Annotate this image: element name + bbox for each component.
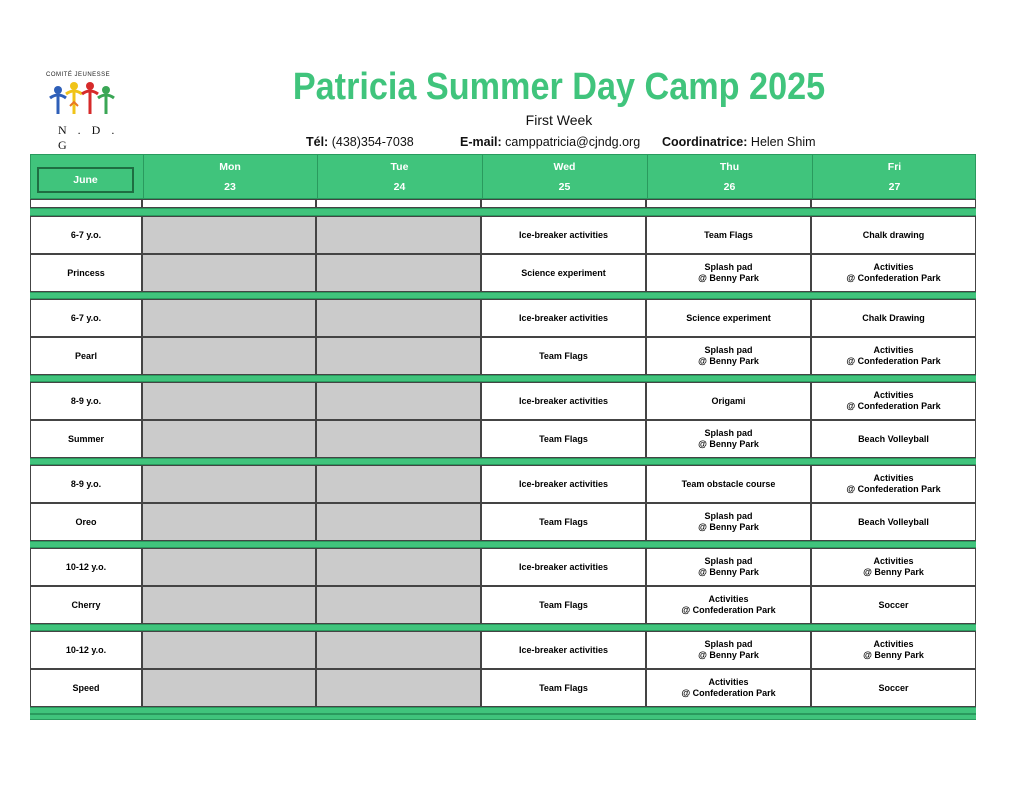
activity-cell-tue (316, 503, 481, 541)
activity-cell-thu-text: Activities @ Confederation Park (681, 677, 776, 698)
activity-cell-wed-text: Ice-breaker activities (518, 395, 609, 406)
activity-cell-thu (646, 548, 811, 586)
age-group-label-text: 6-7 y.o. (70, 229, 102, 240)
header-divider (647, 155, 648, 200)
activity-cell-fri (811, 548, 976, 586)
day-date-thu: 26 (723, 181, 736, 193)
activity-cell-tue (316, 669, 481, 707)
activity-cell-fri-text: Soccer (878, 682, 909, 693)
activity-cell-mon (142, 216, 316, 254)
team-name-label (30, 337, 142, 375)
age-group-label-text: 8-9 y.o. (70, 478, 102, 489)
activity-cell-wed-text: Ice-breaker activities (518, 561, 609, 572)
team-name-label (30, 254, 142, 292)
activity-cell-wed-text: Ice-breaker activities (518, 478, 609, 489)
age-group-label-text: 10-12 y.o. (65, 561, 107, 572)
activity-cell-fri (811, 465, 976, 503)
activity-cell-thu (646, 382, 811, 420)
day-name-wed: Wed (553, 161, 576, 173)
contact-coordinator (662, 135, 816, 149)
age-group-label (30, 548, 142, 586)
activity-cell-tue (316, 337, 481, 375)
day-name-fri: Fri (887, 161, 902, 173)
age-group-label (30, 465, 142, 503)
activity-cell-thu (646, 337, 811, 375)
activity-cell-fri-text: Chalk drawing (862, 229, 925, 240)
activity-cell-thu-text: Team obstacle course (681, 478, 776, 489)
activity-cell-fri-text: Activities @ Confederation Park (846, 390, 941, 411)
activity-cell-fri (811, 299, 976, 337)
activity-cell-wed-text: Team Flags (539, 350, 588, 361)
activity-cell-fri-text: Beach Volleyball (858, 516, 929, 527)
activity-cell-mon (142, 669, 316, 707)
team-name-label (30, 420, 142, 458)
page-subtitle: First Week (525, 112, 593, 128)
header-divider (482, 155, 483, 200)
activity-cell-wed-text: Team Flags (539, 599, 588, 610)
activity-cell-tue (316, 548, 481, 586)
activity-cell-mon (142, 420, 316, 458)
activity-cell-fri (811, 669, 976, 707)
coordinator-value: Helen Shim (750, 135, 816, 149)
spacer-cell (316, 199, 481, 208)
activity-cell-mon (142, 548, 316, 586)
age-group-label (30, 216, 142, 254)
header-divider (317, 155, 318, 200)
tel-value: (438)354-7038 (331, 135, 414, 149)
group-separator (30, 458, 976, 465)
activity-cell-wed-text: Science experiment (521, 267, 606, 278)
logo-bottom-text: N . D . G (58, 123, 119, 152)
activity-cell-wed (481, 299, 646, 337)
day-name-tue: Tue (390, 161, 409, 173)
activity-cell-mon (142, 465, 316, 503)
activity-cell-fri-text: Activities @ Confederation Park (846, 262, 941, 283)
group-separator (30, 375, 976, 382)
activity-cell-tue (316, 631, 481, 669)
activity-cell-fri (811, 254, 976, 292)
month-label: June (37, 167, 134, 193)
age-group-label-text: 10-12 y.o. (65, 644, 107, 655)
activity-cell-thu-text: Splash pad @ Benny Park (698, 511, 759, 532)
activity-cell-fri (811, 216, 976, 254)
day-name-thu: Thu (719, 161, 740, 173)
activity-cell-thu-text: Splash pad @ Benny Park (698, 639, 759, 660)
activity-cell-thu (646, 254, 811, 292)
day-date-mon: 23 (224, 181, 236, 193)
team-name-label (30, 669, 142, 707)
activity-cell-wed-text: Ice-breaker activities (518, 644, 609, 655)
coordinator-label: Coordinatrice: (662, 135, 748, 149)
team-name-label-text: Cherry (71, 599, 101, 610)
activity-cell-wed-text: Team Flags (539, 516, 588, 527)
age-group-label-text: 8-9 y.o. (70, 395, 102, 406)
activity-cell-wed (481, 420, 646, 458)
activity-cell-wed (481, 631, 646, 669)
day-name-mon: Mon (219, 161, 241, 173)
day-date-fri: 27 (888, 181, 901, 193)
age-group-label (30, 382, 142, 420)
activity-cell-mon (142, 586, 316, 624)
activity-cell-tue (316, 420, 481, 458)
activity-cell-fri-text: Soccer (878, 599, 909, 610)
team-name-label-text: Oreo (75, 516, 97, 527)
group-separator (30, 208, 976, 216)
activity-cell-thu (646, 465, 811, 503)
activity-cell-thu-text: Origami (711, 395, 746, 406)
activity-cell-tue (316, 465, 481, 503)
activity-cell-thu (646, 216, 811, 254)
activity-cell-fri (811, 586, 976, 624)
spacer-cell (142, 199, 316, 208)
logo-top-text: COMITÉ JEUNESSE (46, 72, 111, 78)
activity-cell-fri (811, 382, 976, 420)
activity-cell-wed-text: Team Flags (539, 682, 588, 693)
day-date-wed: 25 (558, 181, 571, 193)
activity-cell-thu (646, 669, 811, 707)
activity-cell-thu-text: Team Flags (704, 229, 753, 240)
spacer-cell (811, 199, 976, 208)
activity-cell-fri-text: Chalk Drawing (862, 312, 925, 323)
activity-cell-tue (316, 586, 481, 624)
activity-cell-wed (481, 465, 646, 503)
activity-cell-wed (481, 337, 646, 375)
activity-cell-wed (481, 548, 646, 586)
activity-cell-thu-text: Splash pad @ Benny Park (698, 556, 759, 577)
team-name-label (30, 503, 142, 541)
activity-cell-fri-text: Beach Volleyball (858, 433, 929, 444)
activity-cell-thu (646, 420, 811, 458)
group-separator (30, 707, 976, 714)
activity-cell-mon (142, 382, 316, 420)
email-label: E-mail: (460, 135, 502, 149)
activity-cell-thu (646, 299, 811, 337)
team-name-label-text: Summer (67, 433, 104, 444)
activity-cell-thu (646, 503, 811, 541)
age-group-label-text: 6-7 y.o. (70, 312, 102, 323)
team-name-label-text: Pearl (74, 350, 98, 361)
contact-email (460, 135, 640, 149)
age-group-label (30, 299, 142, 337)
activity-cell-thu (646, 631, 811, 669)
spacer-cell (30, 199, 142, 208)
group-separator (30, 292, 976, 299)
activity-cell-wed-text: Ice-breaker activities (518, 312, 609, 323)
email-value: camppatricia@cjndg.org (505, 135, 641, 149)
activity-cell-wed (481, 586, 646, 624)
spacer-cell (646, 199, 811, 208)
team-name-label-text: Speed (72, 682, 100, 693)
activity-cell-fri-text: Activities @ Benny Park (863, 556, 924, 577)
activity-cell-tue (316, 254, 481, 292)
activity-cell-thu-text: Splash pad @ Benny Park (698, 262, 759, 283)
activity-cell-fri (811, 631, 976, 669)
activity-cell-fri (811, 503, 976, 541)
activity-cell-thu-text: Splash pad @ Benny Park (698, 428, 759, 449)
header-divider (143, 155, 144, 200)
activity-cell-fri-text: Activities @ Benny Park (863, 639, 924, 660)
activity-cell-thu-text: Splash pad @ Benny Park (698, 345, 759, 366)
schedule-table (30, 154, 976, 720)
activity-cell-wed (481, 503, 646, 541)
activity-cell-fri (811, 337, 976, 375)
activity-cell-thu-text: Activities @ Confederation Park (681, 594, 776, 615)
team-name-label (30, 586, 142, 624)
activity-cell-wed-text: Ice-breaker activities (518, 229, 609, 240)
activity-cell-mon (142, 631, 316, 669)
activity-cell-mon (142, 299, 316, 337)
activity-cell-mon (142, 337, 316, 375)
tel-label: Tél: (306, 135, 329, 149)
activity-cell-wed-text: Team Flags (539, 433, 588, 444)
activity-cell-fri-text: Activities @ Confederation Park (846, 473, 941, 494)
schedule-header (30, 154, 976, 199)
activity-cell-mon (142, 254, 316, 292)
activity-cell-wed (481, 216, 646, 254)
activity-cell-wed (481, 254, 646, 292)
day-date-tue: 24 (393, 181, 406, 193)
activity-cell-wed (481, 669, 646, 707)
contact-tel (306, 135, 414, 149)
activity-cell-mon (142, 503, 316, 541)
age-group-label (30, 631, 142, 669)
spacer-cell (481, 199, 646, 208)
activity-cell-fri (811, 420, 976, 458)
group-separator (30, 541, 976, 548)
activity-cell-tue (316, 216, 481, 254)
team-name-label-text: Princess (67, 267, 105, 278)
page-title: Patricia Summer Day Camp 2025 (292, 66, 826, 108)
activity-cell-fri-text: Activities @ Confederation Park (846, 345, 941, 366)
group-separator (30, 714, 976, 720)
activity-cell-thu (646, 586, 811, 624)
activity-cell-thu-text: Science experiment (686, 312, 771, 323)
activity-cell-wed (481, 382, 646, 420)
activity-cell-tue (316, 382, 481, 420)
group-separator (30, 624, 976, 631)
header-divider (812, 155, 813, 200)
activity-cell-tue (316, 299, 481, 337)
